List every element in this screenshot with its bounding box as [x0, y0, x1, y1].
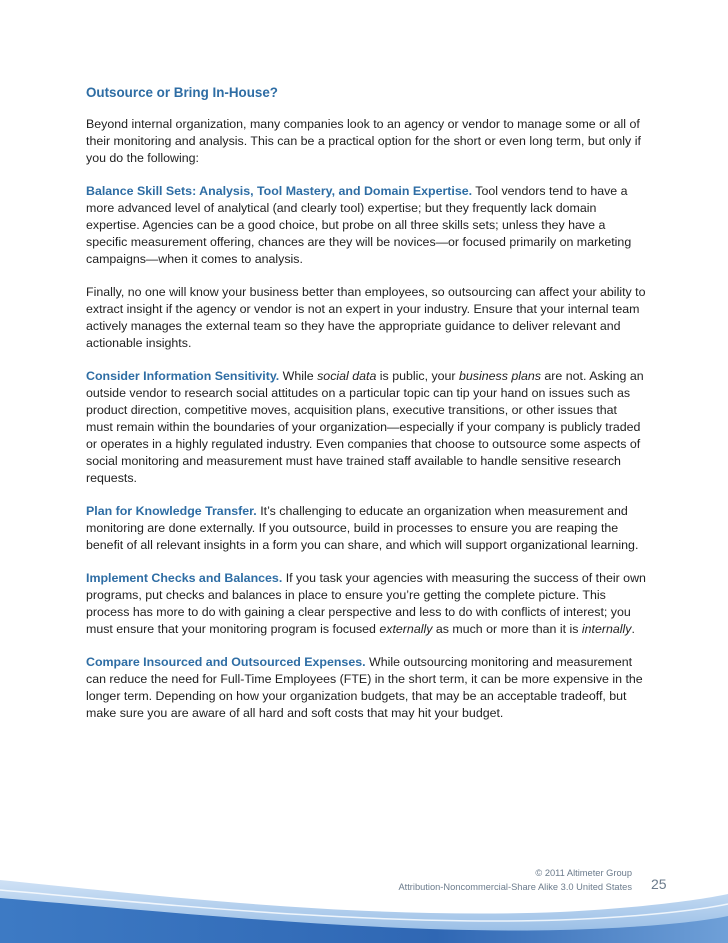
intro-paragraph: Beyond internal organization, many companies look to an agency or vendor to manage some or all of their monitoring and analysis. This can be a practical option for the short or even long term, but only if you do the following: [86, 117, 641, 165]
paragraph-information-sensitivity [86, 368, 646, 487]
body-knowledge-transfer: It’s challenging to educate an organization when measurement and monitoring are done externally. If you outsource, build in processes to ensure you are reaping the benefit of all relevant insights in a form you can share, and which will support organizational learning. [86, 504, 639, 552]
paragraph-finally: Finally, no one will know your business better than employees, so outsourcing can affect your ability to extract insight if the agency or vendor is not an expert in your industry. Ensure that your internal team actively manages the external team so they have the appropriate guidance to deliver relevant and actionable insights. [86, 285, 646, 350]
paragraph-checks-balances [86, 570, 646, 638]
footer-credits [398, 866, 632, 894]
lead-checks-balances: Implement Checks and Balances. [86, 571, 283, 585]
emphasis-internally: internally [581, 622, 632, 636]
emphasis-business-plans: business plans [459, 369, 541, 383]
page-number: 25 [651, 876, 667, 892]
emphasis-externally: externally [379, 622, 433, 636]
lead-expenses: Compare Insourced and Outsourced Expenses. [86, 655, 366, 669]
paragraph-knowledge-transfer [86, 503, 646, 554]
lead-skill-sets: Balance Skill Sets: Analysis, Tool Mastery, and Domain Expertise. [86, 184, 473, 198]
main-content [86, 84, 646, 738]
body-expenses: While outsourcing monitoring and measurement can reduce the need for Full-Time Employees (FTE) in the short term, it can be more expensive in the longer term. Depending on how your organization budgets, that may be an acceptable tradeoff, but make sure you are aware of all hard and soft costs that may hit your budget. [86, 655, 643, 720]
lead-knowledge-transfer: Plan for Knowledge Transfer. [86, 504, 257, 518]
body-text: . [631, 622, 635, 636]
body-text: While [279, 369, 318, 383]
body-skill-sets: Tool vendors tend to have a more advanced level of analytical (and clearly tool) expertise; but they frequently lack domain expertise. Agencies can be a good choice, but probe on all three skills sets; unless they have a specific measurement offering, chances are they will be novices—or focused primarily on marketing campaigns—when it comes to analysis. [86, 184, 632, 266]
section-heading: Outsource or Bring In-House? [86, 85, 278, 100]
emphasis-social-data: social data [317, 369, 377, 383]
body-text: are not. Asking an outside vendor to research social attitudes on a particular topic can tip your hand on issues such as product direction, competitive moves, acquisition plans, executive transitions, or other issues that must remain within the boundaries of your organization—especially if your company is publicly traded or operates in a highly regulated industry. Even companies that choose to outsource some aspects of social monitoring and measurement must have trained staff available to handle sensitive research requests. [86, 369, 644, 485]
body-text: is public, your [376, 369, 459, 383]
body-text: If you task your agencies with measuring the success of their own programs, put checks and balances in place to ensure you’re getting the complete picture. This process has more to do with gaining a clear perspective and less to do with conflicts of interest; you must ensure that your monitoring program is focused [86, 571, 646, 636]
paragraph-expenses [86, 654, 646, 722]
copyright-text: © 2011 Altimeter Group [535, 868, 632, 878]
license-text: Attribution-Noncommercial-Share Alike 3.0 United States [398, 882, 632, 892]
paragraph-skill-sets [86, 183, 646, 268]
lead-information-sensitivity: Consider Information Sensitivity. [86, 369, 280, 383]
footer-wave-decoration [0, 850, 728, 943]
body-text: as much or more than it is [432, 622, 582, 636]
